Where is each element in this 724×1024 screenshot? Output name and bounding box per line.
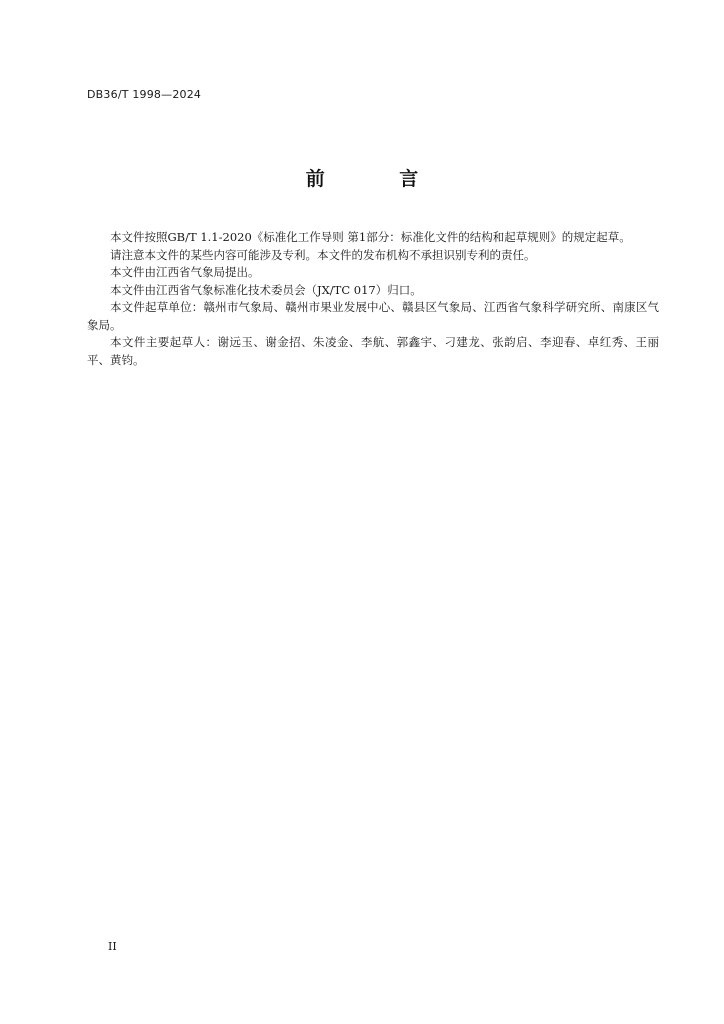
section-title: 前 言 <box>305 168 453 190</box>
paragraph-proposer: 本文件由江西省气象局提出。 <box>110 265 260 279</box>
document-code: DB36/T 1998—2024 <box>87 88 202 101</box>
page-number: II <box>108 940 117 953</box>
foreword-body <box>87 229 659 369</box>
paragraph-technical-committee: 本文件由江西省气象标准化技术委员会（JX/TC 017）归口。 <box>110 282 422 297</box>
paragraph-drafting-units: 本文件起草单位：赣州市气象局、赣州市果业发展中心、赣县区气象局、江西省气象科学研究所、南康区气象局。 <box>87 300 659 332</box>
paragraph-drafters: 本文件主要起草人：谢远玉、谢金招、朱凌金、李航、郭鑫宇、刁建龙、张韵启、李迎春、卓红秀、王丽平、黄钧。 <box>87 335 659 367</box>
paragraph-drafting-rules: 本文件按照GB/T 1.1-2020《标准化工作导则 第1部分：标准化文件的结构和起草规则》的规定起草。 <box>110 230 631 244</box>
paragraph-patent-notice: 请注意本文件的某些内容可能涉及专利。本文件的发布机构不承担识别专利的责任。 <box>110 247 536 262</box>
